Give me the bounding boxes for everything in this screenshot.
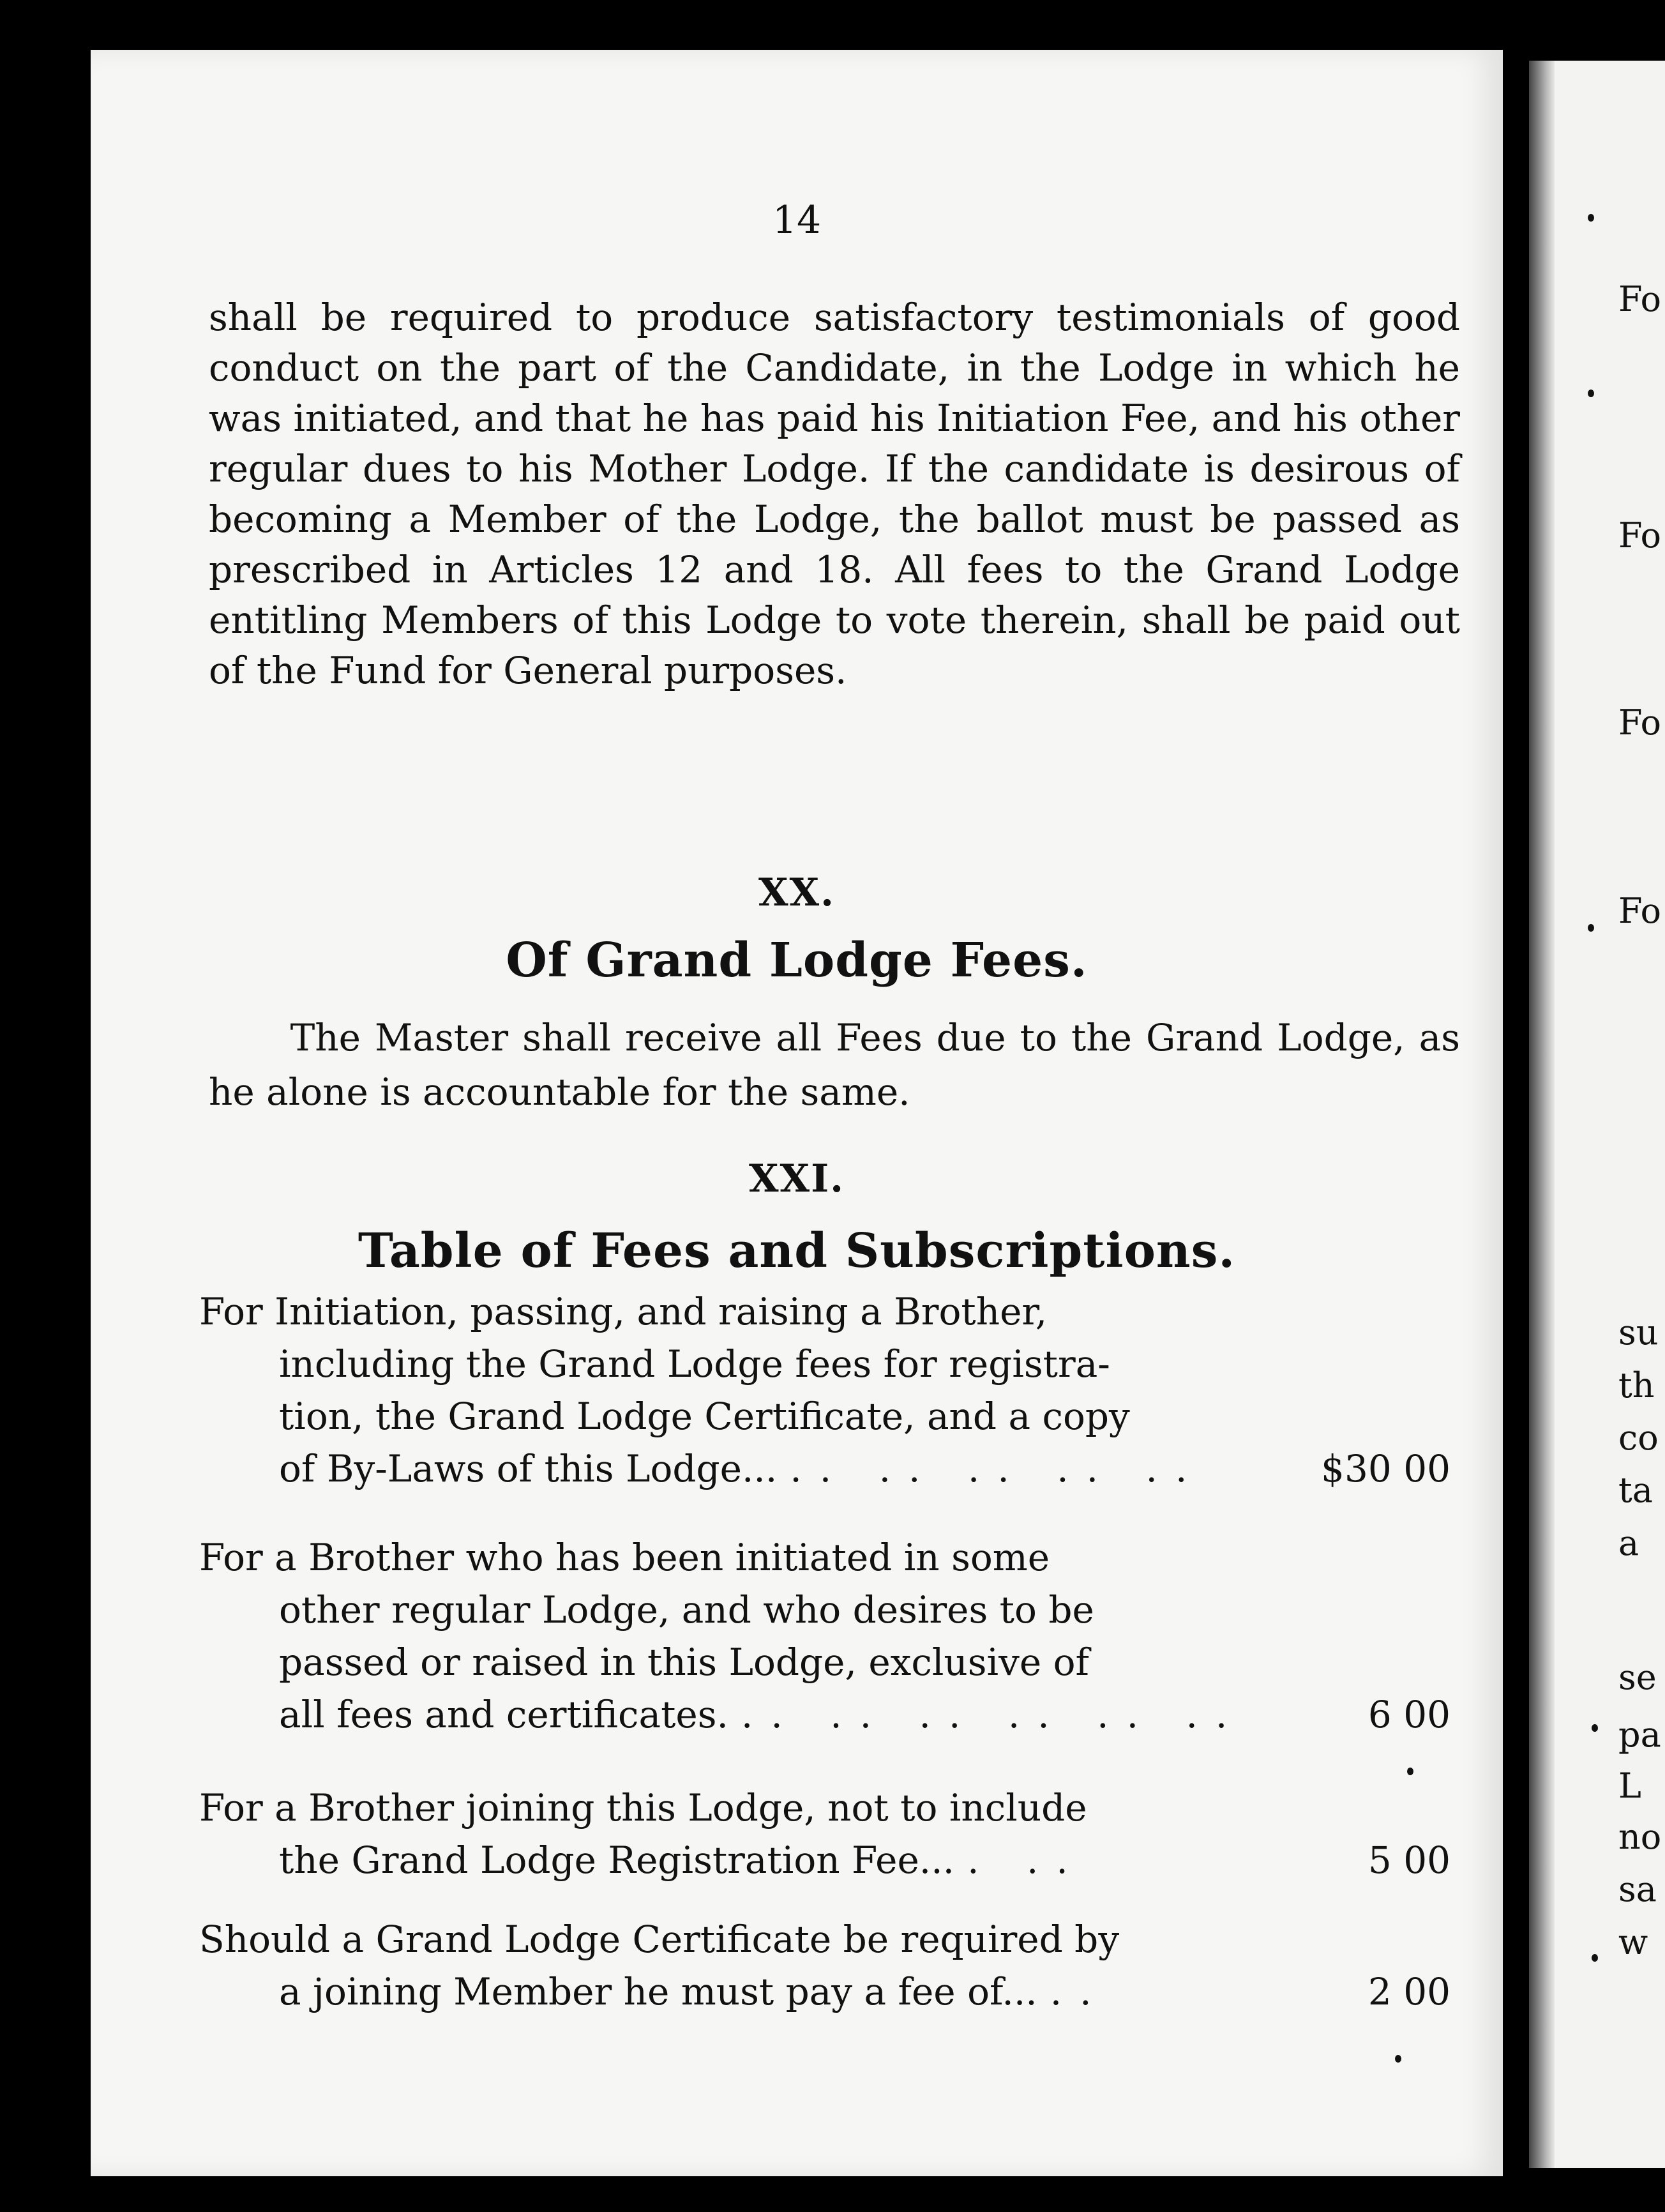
fee-text: other regular Lodge, and who desires to be [279,1588,1094,1632]
facing-text-fragment: su [1618,1312,1659,1352]
article-xx-title: Of Grand Lodge Fees. [506,933,1088,988]
fee-text: For Initiation, passing, and raising a Brother, [199,1290,1048,1333]
fee-line [199,1913,1450,1966]
facing-text-fragment: w [1618,1922,1648,1962]
ink-speck [1592,1724,1598,1732]
fee-line [199,1443,1450,1495]
dot-leader: . .. [967,1838,1086,1882]
facing-text-fragment: a [1618,1523,1639,1563]
fee-text: passed or raised in this Lodge, exclusive of [279,1640,1090,1684]
dot-leader: .. [1050,1970,1110,2013]
book-spine [1529,61,1555,2168]
article-xx-text: The Master shall receive all Fees due to the Grand Lodge, as he alone is accountable for the same. [209,1016,1460,1114]
facing-text-fragment: Fo [1618,279,1662,319]
fee-line [199,1390,1450,1443]
fee-text: including the Grand Lodge fees for registra- [279,1342,1110,1386]
facing-page-fragment [1529,61,1665,2168]
fee-amount: 2 00 [1367,1970,1450,2013]
fee-text: all fees and certificates. [279,1693,728,1736]
fee-line [199,1688,1450,1741]
fee-amount: 6 00 [1367,1693,1450,1736]
dot-leader: .. .. .. .. .. .. [741,1693,1246,1736]
ink-speck [1592,1954,1598,1962]
facing-text-fragment: ta [1618,1470,1653,1510]
fee-text: For a Brother who has been initiated in some [199,1536,1050,1579]
facing-text-fragment: Fo [1618,891,1662,931]
fee-line [199,1782,1450,1834]
article-xxi-number: XXI. [748,1156,845,1201]
dot-leader: .. .. .. .. .. [790,1447,1205,1490]
fee-amount: $30 00 [1321,1447,1450,1490]
facing-text-fragment: Fo [1618,702,1662,743]
fee-line [199,1338,1450,1390]
facing-text-fragment: no [1618,1817,1662,1857]
fee-item-passing-raising [199,1531,1450,1741]
facing-text-fragment: th [1618,1365,1655,1405]
article-xxi-title: Table of Fees and Subscriptions. [358,1223,1236,1278]
article-xx-number: XX. [758,870,835,915]
facing-text-fragment: se [1618,1657,1657,1697]
book-page [91,50,1503,2176]
facing-text-fragment: Fo [1618,515,1662,556]
fee-text: For a Brother joining this Lodge, not to include [199,1786,1087,1829]
ink-speck [1588,924,1594,932]
ink-speck [1588,214,1594,222]
ink-speck [1407,1768,1413,1775]
fee-line [199,1636,1450,1688]
fee-line [199,1584,1450,1636]
fee-line [199,1285,1450,1338]
page-number: 14 [772,198,822,243]
fee-text: the Grand Lodge Registration Fee... [279,1838,955,1882]
ink-speck [1588,390,1594,397]
fee-line [199,1834,1450,1886]
opening-paragraph: shall be required to produce satisfactory testimonials of good conduct on the part of the Candidate, in the Lodge in which he was initiated, and that he has paid his Initiation Fee, and his other regular dues to his Mother Lodge. If the candidate is desirous of becoming a Member of the Lodge, the ballot must be passed as prescribed in Articles 12 and 18. All fees to the Grand Lodge entitling Members of this Lodge to vote therein, shall be paid out of the Fund for General purposes. [209,296,1460,692]
facing-text-fragment: co [1618,1418,1659,1458]
fee-amount: 5 00 [1367,1838,1450,1882]
facing-text-fragment: sa [1618,1869,1657,1909]
fee-text: Should a Grand Lodge Certificate be required by [199,1918,1120,1961]
fee-line [199,1531,1450,1584]
fee-text: of By-Laws of this Lodge... [279,1447,778,1490]
fee-item-certificate [199,1913,1450,2018]
fee-text: tion, the Grand Lodge Certificate, and a copy [279,1395,1130,1438]
facing-text-fragment: L [1618,1766,1641,1806]
facing-text-fragment: pa [1618,1715,1661,1755]
fee-text: a joining Member he must pay a fee of... [279,1970,1037,2013]
fee-item-joining [199,1782,1450,1886]
fee-line [199,1966,1450,2018]
fee-item-initiation [199,1285,1450,1495]
ink-speck [1395,2055,1401,2063]
